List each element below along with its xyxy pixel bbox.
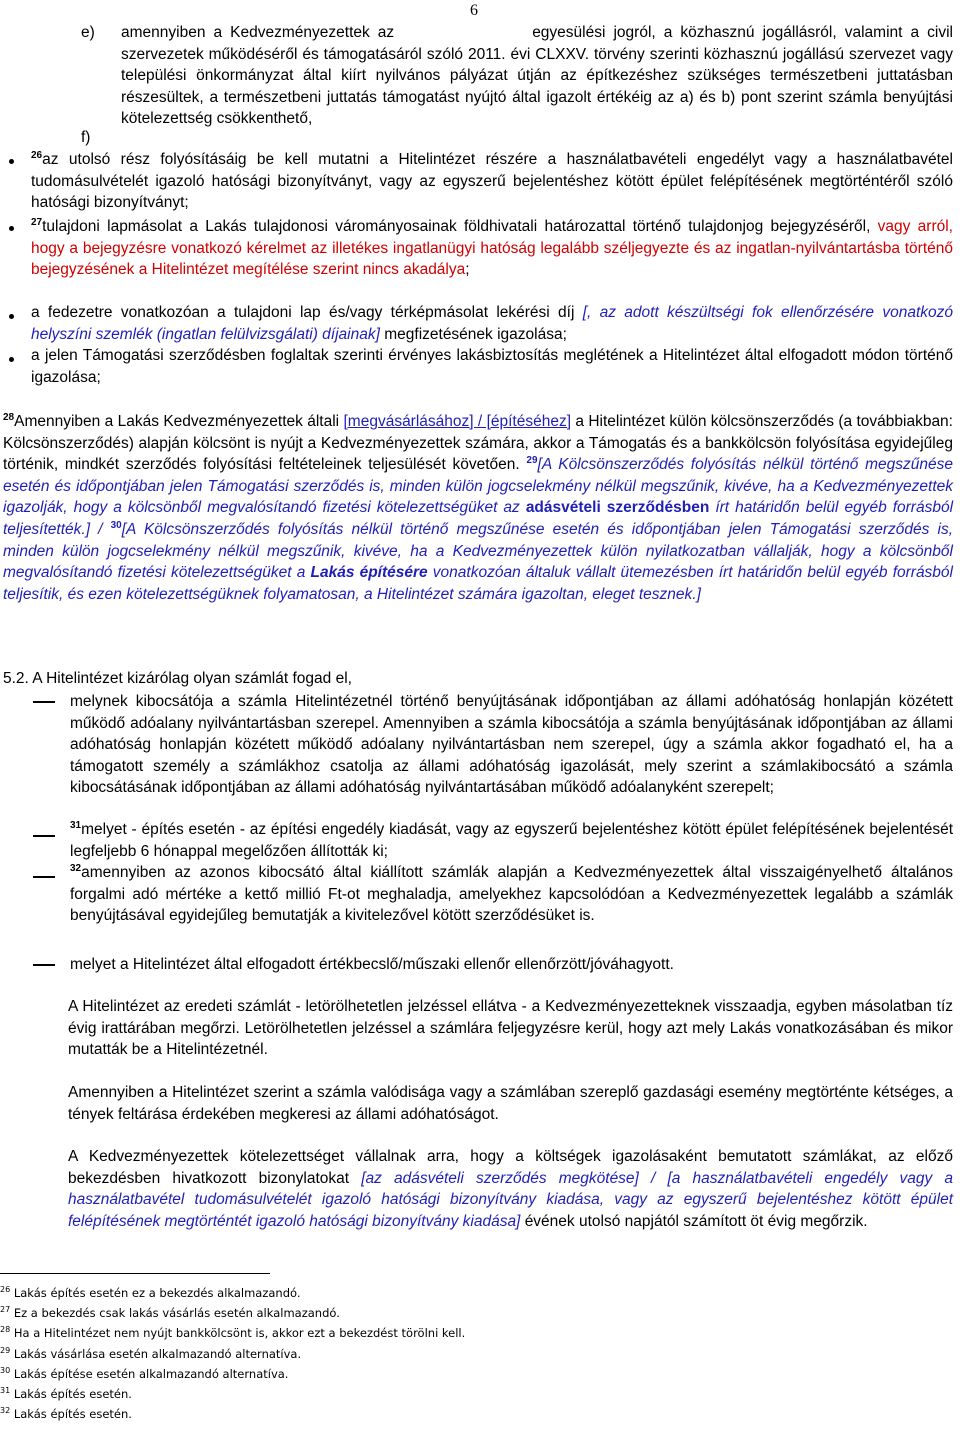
footnote-31 — [0, 1387, 132, 1402]
dash-marker — [33, 701, 55, 703]
alternative-29-end: írt határidőn belül egyéb forrásból teljesítették.] / — [3, 499, 954, 538]
item-e-text-a: amennyiben a Kedvezményezettek az — [121, 24, 395, 41]
alternative-brackets: [az adásvételi szerződés megkötése] / [a használatbavételi engedély vagy a használatbavétel tudomásulvételét igazoló hatósági bizonyítvány kiadása, vagy az egyszerű bejelentéshez kötött épület felépítésének megtörténtét igazoló hatósági bizonyítvány kiadása] — [68, 1169, 953, 1230]
footnote-30 — [0, 1367, 288, 1382]
footnote-text: Lakás építése esetén alkalmazandó alternatíva. — [13, 1367, 289, 1381]
footnote-32 — [0, 1407, 132, 1422]
footnote-text: Lakás építés esetén ez a bekezdés alkalmazandó. — [13, 1286, 301, 1300]
footnote-28 — [0, 1326, 465, 1341]
footnote-number: 26 — [0, 1285, 11, 1295]
footnote-ref: 32 — [70, 862, 82, 874]
para-text: A Kedvezményezettek kötelezettséget vállalnak arra, hogy a költségek igazolásaként bemutatott számlákat, az előző bekezdésben hivatkozott bizonylatokat — [68, 1148, 953, 1187]
bullet-text: az utolsó rész folyósításáig be kell mutatni a Hitelintézet részére a használatbavételi engedélyt vagy a használatbavétel tudomásulvételét igazoló hatósági bizonyítványt, vagy az egyszerű bejelentéshez kötött épület felépítésének megtörténtéről szóló hatósági bizonyítványt; — [31, 151, 953, 212]
dash-text: melyet - építés esetén - az építési engedély kiadását, vagy az egyszerű bejelentéshez kötött épület felépítésének bejelentését legfeljebb 6 hónappal megelőzően állították ki; — [70, 821, 953, 860]
bullet-dot — [9, 226, 14, 231]
section-5-2-intro: 5.2. A Hitelintézet kizárólag olyan számlát fogad el, — [3, 670, 352, 687]
alternative-30: [A Kölcsönszerződés folyósítás nélkül történő megszűnése esetén és időpontjában jelen Támogatási szerződés is, minden külön jogcselekmény nélkül megszűnik, kivéve, ha a Kedvezményezettek külön nyilatkozatban vállalják, hogy a kölcsönből megvalósítandó fizetési kötelezettségüket a — [3, 520, 953, 582]
paragraph-invoice-authenticity: Amennyiben a Hitelintézet szerint a számla valódisága vagy a számlában szereplő gazdasági esemény megtörténte kétséges, a tények feltárása érdekében megkeresi az állami adóhatóságot. — [68, 1084, 953, 1123]
footnote-26 — [0, 1286, 301, 1301]
footnote-ref: 27 — [31, 216, 43, 228]
dash-marker — [33, 964, 55, 966]
alternative-30-bold: Lakás építésére — [310, 564, 428, 582]
bullet-text: a jelen Támogatási szerződésben foglaltak szerinti érvényes lakásbiztosítás meglétének a Hitelintézet által elfogadott módon történő igazolása; — [31, 347, 953, 386]
footnote-ref: 31 — [70, 819, 82, 831]
bullet-item-2 — [31, 216, 953, 281]
bullet-tail: ; — [465, 261, 470, 279]
paragraph-retention — [68, 1146, 953, 1232]
dash-marker — [33, 835, 55, 837]
para-text: Amennyiben a Lakás Kedvezményezettek általi — [14, 413, 340, 430]
footnote-text: Lakás építés esetén. — [13, 1407, 132, 1421]
footnote-text: Ha a Hitelintézet nem nyújt bankkölcsönt is, akkor ezt a bekezdést törölni kell. — [13, 1326, 466, 1340]
dash-item-1: melynek kibocsátója a számla Hitelintézetnél történő benyújtásának időpontjában az állami adóhatóság honlapján közétett működő adóalany nyilvántartásban szerepel. Amennyiben a számla kibocsátója a számla benyújtásának időpontjában az állami adóhatóság honlapján közétett működő adóalany nyilvántartásban nem szerepel, úgy a számla akkor fogadható el, ha a támogatott személy a számlákhoz csatolja az állami adóhatóság igazolását, mely szerint a számlakibocsátó a számla kibocsátásának időpontjában az állami adóhatóság nyilvántartásában működő adóalanyként szerepelt; — [70, 693, 953, 797]
footnote-text: Lakás építés esetén. — [13, 1387, 132, 1401]
page-number: 6 — [470, 2, 478, 19]
footnote-27 — [0, 1306, 340, 1321]
bullet-item-1 — [31, 149, 953, 214]
alternative-29-bold: adásvételi szerződésben — [525, 499, 710, 517]
item-f-marker: f) — [81, 129, 91, 146]
footnote-number: 29 — [0, 1346, 11, 1356]
footnote-separator — [0, 1273, 270, 1274]
dash-item-4: melyet a Hitelintézet által elfogadott értékbecslő/műszaki ellenőr ellenőrzött/jóváhagyott. — [70, 956, 674, 973]
footnote-29 — [0, 1347, 301, 1362]
bullet-text: tulajdoni lapmásolat a Lakás tulajdonosi várományosainak földhivatali határozattal történő tulajdonjog bejegyzéséről, — [42, 218, 871, 235]
dash-marker — [33, 876, 55, 878]
bullet-item-3 — [31, 302, 953, 345]
item-e-marker: e) — [81, 24, 95, 41]
bullet-dot — [9, 357, 14, 362]
bullet-dot — [9, 314, 14, 319]
bullet-item-4 — [31, 345, 953, 388]
bullet-tail: megfizetésének igazolása; — [384, 325, 567, 343]
bullet-text: a fedezetre vonatkozóan a tulajdoni lap és/vagy térképmásolat lekérési díj — [31, 304, 575, 321]
dash-text: amennyiben az azonos kibocsátó által kiállított számlák alapján a Kedvezményezettek által visszaigényelhető általános forgalmi adó mértéke a kettő millió Ft-ot meghaladja, amelyekhez kapcsolódóan a Kedvezményezettek legalább a számlák benyújtásával egyidejűleg bemutatják a kivitelezővel kötött szerződésüket is. — [70, 864, 953, 925]
paragraph-original-invoice: A Hitelintézet az eredeti számlát - letörölhetetlen jelzéssel ellátva - a Kedvezményezetteknek visszaadja, egyben másolatban tíz évig irattárában megőrzi. Letörölhetetlen jelzéssel a számlára feljegyzésre kerül, hogy azt mely Lakás vonatkozásában és mikor mutatták be a Hitelintézetnél. — [68, 998, 953, 1059]
item-e-text — [121, 22, 953, 130]
footnote-number: 31 — [0, 1386, 11, 1396]
item-e-text-b: egyesülési jogról, a közhasznú jogállásról, valamint a civil szervezetek működéséről és támogatásáról szóló 2011. évi CLXXV. törvény szerinti közhasznú jogállású szervezet vagy települési önkormányzat által kiírt nyilvános pályázat útján az építkezéshez szükséges természetbeni juttatásban részesültek, a természetbeni juttatás támogatást nyújtó által igazolt értékéig az a) és b) pont szerint számla benyújtási kötelezettség csökkenthető, — [121, 24, 953, 128]
footnote-number: 30 — [0, 1366, 11, 1376]
paragraph-28 — [3, 411, 953, 605]
para-text: a Hitelintézet külön kölcsönszerződés (a továbbiakban: Kölcsönszerződés) alapján kölcsönt is nyújt a Kedvezményezettek számára, akkor a Támogatás és a bankkölcsön folyósítása egyidejűleg történik, mindkét szerződés folyósítási feltételeinek teljesülését követően. — [3, 413, 953, 474]
footnote-ref: 29 — [526, 455, 538, 467]
footnote-number: 28 — [0, 1325, 11, 1335]
footnote-text: Lakás vásárlása esetén alkalmazandó alternatíva. — [13, 1347, 302, 1361]
bullet-dot — [9, 159, 14, 164]
footnote-ref: 28 — [3, 411, 15, 423]
dash-item-3 — [70, 862, 953, 927]
footnote-ref: 30 — [110, 519, 122, 531]
bullet-red-text: vagy arról, hogy a bejegyzésre vonatkozó kérelmet az illetékes ingatlanügyi hatóság legalább széljegyezte és az ingatlan-nyilvántartásba történő bejegyzésének a Hitelintézet megítélése szerint nincs akadálya — [31, 218, 953, 279]
bullet-blue-text: [, az adott készültségi fok ellenőrzésére vonatkozó helyszíni szemlék (ingatlan felülvizsgálati) díjainak] — [31, 304, 953, 343]
dash-item-2 — [70, 819, 953, 862]
para-text: évének utolsó napjától számított öt évig megőrzik. — [524, 1212, 868, 1230]
alternative-30-end: vonatkozóan általuk vállalt ütemezésben írt határidőn belül egyéb forrásból teljesítik, és ezen kötelezettségüknek folyamatosan, a Hitelintézet számára igazoltan, eleget tesznek.] — [3, 564, 953, 603]
footnote-text: Ez a bekezdés csak lakás vásárlás esetén alkalmazandó. — [13, 1306, 340, 1320]
footnote-ref: 26 — [31, 149, 43, 161]
alternative-brackets: [megvásárlásához] / [építéséhez] — [343, 413, 572, 430]
alternative-29: [A Kölcsönszerződés folyósítás nélkül történő megszűnése esetén és időpontjában jelen Támogatási szerződés is, minden külön jogcselekmény nélkül megszűnik, kivéve, ha a Kedvezményezettek igazolják, hogy a kölcsönből megvalósítandó fizetési kötelezettségüket az — [3, 456, 954, 517]
footnote-number: 32 — [0, 1406, 11, 1416]
footnote-number: 27 — [0, 1305, 11, 1315]
